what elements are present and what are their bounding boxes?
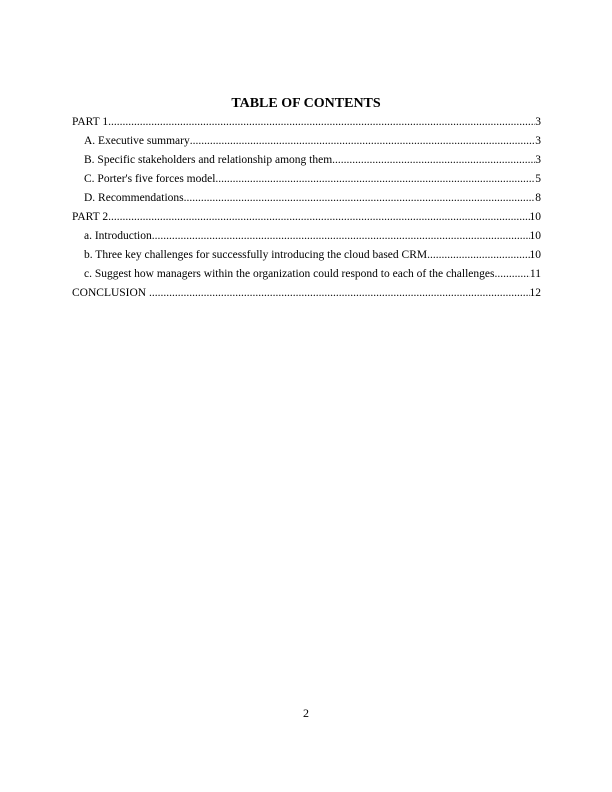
toc-entry-porters-five-forces[interactable] [72, 170, 541, 189]
dot-leader [108, 208, 529, 227]
toc-entry-label: CONCLUSION [72, 287, 149, 299]
toc-title: TABLE OF CONTENTS [231, 96, 381, 111]
toc-entry-introduction[interactable] [72, 227, 541, 246]
toc-entry-stakeholders[interactable] [72, 151, 541, 170]
toc-entry-part-1[interactable] [72, 113, 541, 132]
page-number: 2 [303, 706, 309, 720]
toc-entry-label: PART 2 [72, 211, 109, 223]
toc-entry-executive-summary[interactable] [72, 132, 541, 151]
dot-leader [332, 151, 535, 170]
dot-leader [190, 132, 536, 151]
dot-leader [494, 265, 529, 284]
toc-entry-conclusion[interactable] [72, 284, 541, 303]
dot-leader [215, 170, 535, 189]
toc-entry-label: C. Porter's five forces model [84, 173, 216, 185]
dot-leader [152, 227, 530, 246]
toc-entry-label: D. Recommendations [84, 192, 184, 204]
toc-entry-label: a. Introduction [84, 230, 152, 242]
toc-entry-page: 3 [535, 116, 541, 128]
toc-entry-label: B. Specific stakeholders and relationship among them [84, 154, 333, 166]
toc-entry-label: c. Suggest how managers within the organization could respond to each of the challenges [84, 268, 495, 280]
toc-entry-recommendations[interactable] [72, 189, 541, 208]
toc-entry-page: 3 [535, 135, 541, 147]
toc-entry-key-challenges[interactable] [72, 246, 541, 265]
toc-entry-manager-responses[interactable] [72, 265, 541, 284]
toc-entry-page: 10 [529, 211, 541, 223]
toc-entry-page: 11 [529, 268, 541, 280]
table-of-contents [72, 113, 541, 303]
toc-entry-page: 12 [529, 287, 541, 299]
toc-entry-page: 5 [535, 173, 541, 185]
dot-leader [108, 113, 535, 132]
toc-entry-label: A. Executive summary [84, 135, 190, 147]
dot-leader [184, 189, 536, 208]
toc-entry-label: PART 1 [72, 116, 109, 128]
toc-entry-part-2[interactable] [72, 208, 541, 227]
dot-leader [427, 246, 529, 265]
toc-entry-label: b. Three key challenges for successfully introducing the cloud based CRM [84, 249, 428, 261]
toc-entry-page: 3 [535, 154, 541, 166]
dot-leader [149, 284, 530, 303]
toc-entry-page: 8 [535, 192, 541, 204]
toc-entry-page: 10 [529, 230, 541, 242]
toc-entry-page: 10 [529, 249, 541, 261]
